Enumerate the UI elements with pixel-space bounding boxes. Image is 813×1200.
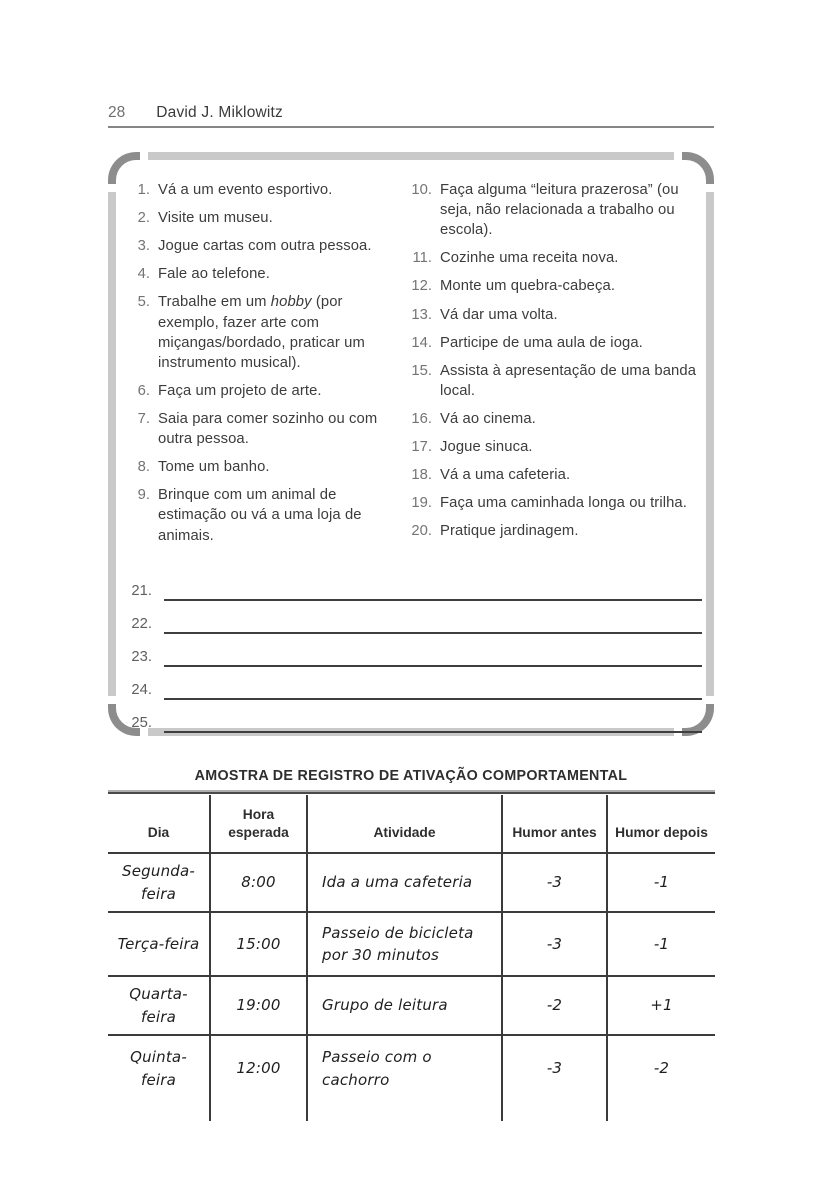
cell-hora: 12:00: [210, 1035, 307, 1121]
item-number: 16.: [411, 410, 432, 427]
list-item: [402, 437, 702, 457]
list-item: [124, 292, 382, 372]
item-text: Vá dar uma volta.: [440, 306, 558, 323]
item-number: 1.: [137, 182, 150, 198]
running-header: [108, 104, 714, 122]
write-in-section: [124, 568, 702, 733]
item-text: Pratique jardinagem.: [440, 523, 579, 540]
item-text: Jogue cartas com outra pessoa.: [158, 238, 372, 255]
write-in-line: [164, 700, 702, 733]
activities-list-left: [124, 180, 382, 554]
header-rule: [108, 126, 714, 128]
cell-dia: Quarta-feira: [108, 976, 210, 1035]
cell-humor-depois: -1: [607, 912, 715, 976]
list-item: [402, 521, 702, 541]
list-item: [124, 409, 382, 449]
header-hora-esperada: Hora esperada: [210, 795, 307, 853]
item-number: 15.: [411, 362, 432, 379]
list-item: [124, 485, 382, 545]
frame-edge-top: [148, 152, 674, 160]
write-in-row: [124, 568, 702, 601]
cell-hora: 8:00: [210, 853, 307, 912]
list-item: [402, 361, 702, 401]
header-atividade: Atividade: [307, 795, 502, 853]
cell-humor-antes: -3: [502, 853, 607, 912]
item-number: 12.: [411, 278, 432, 295]
cell-hora: 15:00: [210, 912, 307, 976]
page-number: 28: [108, 104, 126, 121]
list-item: [124, 236, 382, 256]
cell-atividade: Passeio com o cachorro: [307, 1035, 502, 1121]
list-item: [402, 493, 702, 513]
item-text: Visite um museu.: [158, 210, 273, 227]
item-number: 14.: [411, 334, 432, 351]
list-item: [402, 248, 702, 268]
list-item: [402, 409, 702, 429]
cell-humor-depois: +1: [607, 976, 715, 1035]
activation-record-table: [108, 795, 715, 1121]
cell-humor-depois: -2: [607, 1035, 715, 1121]
item-number: 7.: [137, 410, 150, 427]
cell-humor-antes: -3: [502, 1035, 607, 1121]
item-text: Trabalhe em um hobby (por exemplo, fazer arte com miçangas/bordado, praticar um instrumento musical).: [158, 294, 365, 371]
item-number: 20.: [411, 523, 432, 540]
item-text: Fale ao telefone.: [158, 266, 270, 283]
write-in-row: [124, 601, 702, 634]
item-text: Tome um banho.: [158, 459, 270, 476]
activities-content: [124, 180, 702, 731]
write-in-row: [124, 667, 702, 700]
item-number: 22.: [131, 615, 152, 632]
frame-edge-right: [706, 192, 714, 696]
item-text: Participe de uma aula de ioga.: [440, 334, 643, 351]
list-item: [402, 276, 702, 296]
item-number: 6.: [137, 382, 150, 399]
item-text: Faça uma caminhada longa ou trilha.: [440, 495, 687, 512]
item-text: Assista à apresentação de uma banda local.: [440, 362, 697, 399]
item-number: 18.: [411, 467, 432, 484]
item-text: Brinque com um animal de estimação ou vá a uma loja de animais.: [158, 487, 362, 544]
item-number: 25.: [131, 714, 152, 731]
item-text: Saia para comer sozinho ou com outra pessoa.: [158, 410, 378, 448]
list-item: [402, 333, 702, 353]
table-title-rule: [108, 790, 715, 794]
item-text: Vá ao cinema.: [440, 410, 536, 427]
write-in-line: [164, 667, 702, 700]
item-text: Faça alguma “leitura prazerosa” (ou seja, não relacionada a trabalho ou escola).: [440, 182, 679, 239]
item-number: 13.: [411, 306, 432, 323]
list-item: [124, 208, 382, 228]
table-row: [108, 912, 715, 976]
item-number: 11.: [412, 250, 432, 267]
table-header-row: [108, 795, 715, 853]
list-item: [124, 264, 382, 284]
cell-atividade: Grupo de leitura: [307, 976, 502, 1035]
author-name: David J. Miklowitz: [156, 104, 284, 121]
frame-edge-left: [108, 192, 116, 696]
list-item: [124, 457, 382, 477]
list-item: [402, 465, 702, 485]
table-row: [108, 976, 715, 1035]
item-number: 4.: [137, 266, 150, 283]
activities-frame: [108, 152, 714, 736]
activities-columns: [124, 180, 702, 554]
table-title: AMOSTRA DE REGISTRO DE ATIVAÇÃO COMPORTAMENTAL: [194, 768, 628, 784]
item-text: Jogue sinuca.: [440, 439, 533, 456]
list-item: [124, 381, 382, 401]
activities-list-right: [402, 180, 702, 554]
item-number: 17.: [411, 439, 432, 456]
item-number: 9.: [137, 487, 150, 504]
item-number: 3.: [137, 238, 150, 255]
cell-atividade: Ida a uma cafeteria: [307, 853, 502, 912]
item-text: Faça um projeto de arte.: [158, 382, 322, 399]
item-number: 21.: [131, 582, 152, 599]
item-text: Vá a um evento esportivo.: [158, 182, 333, 198]
write-in-row: [124, 634, 702, 667]
write-in-line: [164, 601, 702, 634]
item-number: 19.: [411, 495, 432, 512]
item-text: Cozinhe uma receita nova.: [440, 250, 619, 267]
header-humor-depois: Humor depois: [607, 795, 715, 853]
italic-word: hobby: [270, 294, 312, 311]
item-number: 23.: [131, 648, 152, 665]
table-row: [108, 1035, 715, 1121]
write-in-row: [124, 700, 702, 733]
cell-humor-antes: -3: [502, 912, 607, 976]
write-in-line: [164, 568, 702, 601]
cell-dia: Segunda-feira: [108, 853, 210, 912]
list-item: [124, 180, 382, 200]
table-row: [108, 853, 715, 912]
write-in-line: [164, 634, 702, 667]
item-number: 5.: [137, 294, 150, 311]
item-text: Vá a uma cafeteria.: [440, 467, 571, 484]
item-number: 8.: [137, 459, 150, 476]
item-number: 10.: [411, 182, 432, 198]
cell-humor-antes: -2: [502, 976, 607, 1035]
cell-dia: Terça-feira: [108, 912, 210, 976]
list-item: [402, 305, 702, 325]
list-item: [402, 180, 702, 240]
item-number: 2.: [137, 210, 150, 227]
header-humor-antes: Humor antes: [502, 795, 607, 853]
header-dia: Dia: [108, 795, 210, 853]
cell-atividade: Passeio de bicicleta por 30 minutos: [307, 912, 502, 976]
cell-hora: 19:00: [210, 976, 307, 1035]
item-number: 24.: [131, 681, 152, 698]
cell-dia: Quinta-feira: [130, 1048, 187, 1089]
item-text: Monte um quebra-cabeça.: [440, 278, 616, 295]
cell-humor-depois: -1: [607, 853, 715, 912]
